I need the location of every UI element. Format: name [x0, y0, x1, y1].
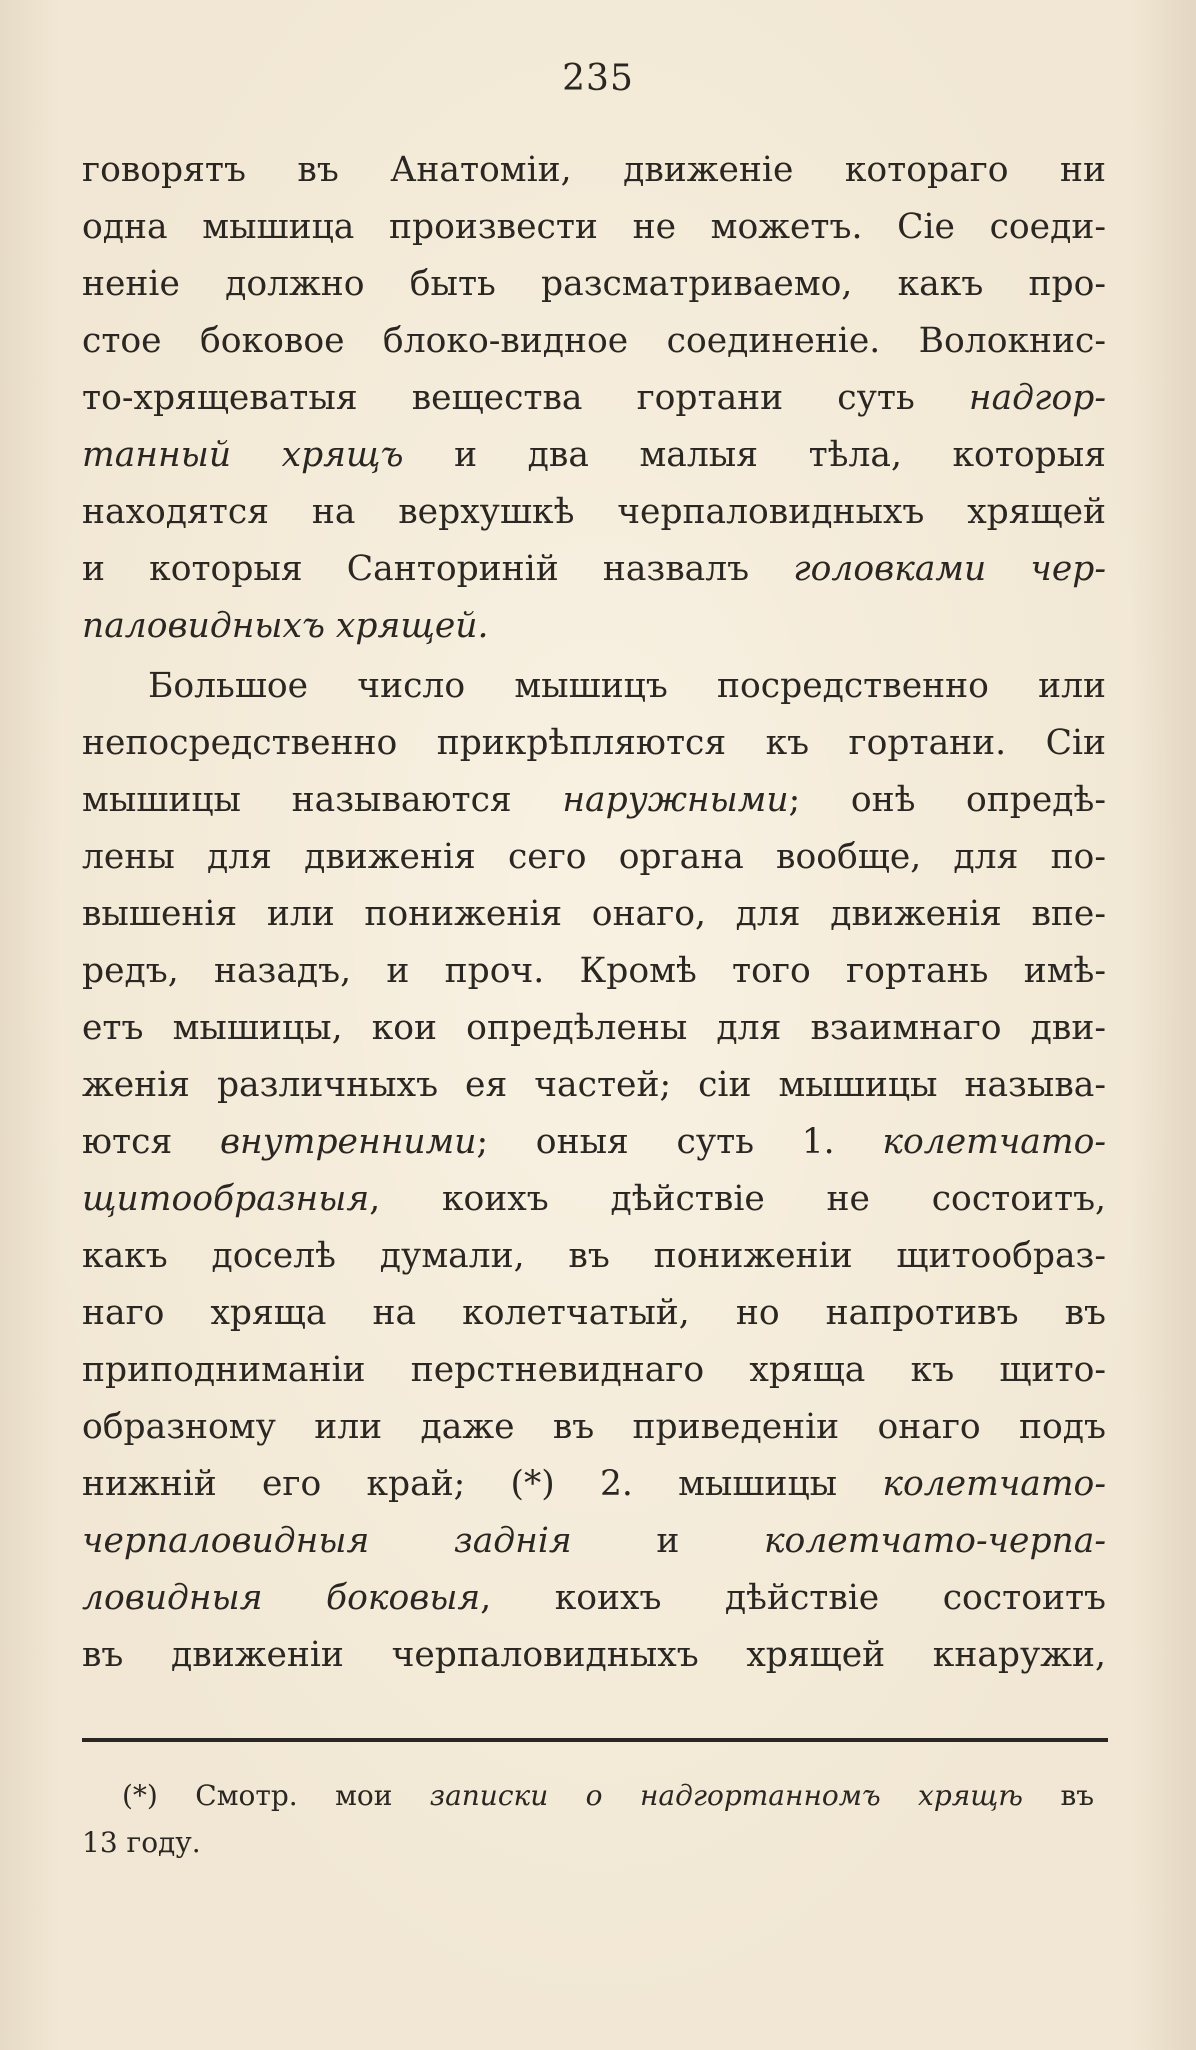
- text-line: непосредственно прикрѣпляются къ гортани. Сіи: [82, 723, 1106, 763]
- text-run: Смотр. мои: [195, 1779, 393, 1812]
- text-line: [82, 370, 1106, 427]
- text-line: [82, 1570, 1106, 1627]
- italic-term: танный хрящъ: [82, 435, 404, 475]
- text-line: одна мышица произвести не можетъ. Сіе соеди-: [82, 207, 1106, 247]
- italic-term: щитообразныя: [82, 1179, 370, 1219]
- text-line: стое боковое блоко-видное соединеніе. Волокнис-: [82, 321, 1106, 361]
- text-line: наго хряща на колетчатый, но напротивъ въ: [82, 1293, 1106, 1333]
- italic-term: колетчато-: [882, 1464, 1106, 1504]
- text-run: и два малыя тѣла, которыя: [454, 435, 1106, 475]
- text-run: , коихъ дѣйствіе состоитъ: [480, 1578, 1106, 1618]
- text-line: етъ мышицы, кои опредѣлены для взаимнаго дви-: [82, 1008, 1106, 1048]
- italic-term: колетчато-: [882, 1122, 1107, 1162]
- text-line: [82, 772, 1106, 829]
- text-line: [82, 1114, 1106, 1171]
- text-line: какъ доселѣ думали, въ пониженіи щитообраз-: [82, 1236, 1106, 1276]
- italic-term: наружными: [562, 780, 789, 820]
- text-line: говорятъ въ Анатоміи, движеніе котораго ни: [82, 150, 1106, 190]
- italic-term: колетчато-черпа-: [763, 1521, 1107, 1561]
- italic-term: надгор-: [968, 378, 1106, 418]
- text-run: то-хрящеватыя вещества гортани суть: [82, 378, 915, 418]
- text-run: , коихъ дѣйствіе не состоитъ,: [369, 1179, 1106, 1219]
- text-run: ются: [82, 1122, 173, 1162]
- page-number: 235: [562, 58, 634, 99]
- text-line: Большое число мышицъ посредственно или: [148, 666, 1106, 706]
- text-run: ; онѣ опредѣ-: [788, 780, 1106, 820]
- italic-term: ловидныя боковыя: [82, 1578, 481, 1618]
- text-line: [82, 1456, 1106, 1513]
- footnote-line: 13 году.: [82, 1826, 201, 1859]
- text-line: [82, 1513, 1106, 1570]
- text-line: образному или даже въ приведеніи онаго подъ: [82, 1407, 1106, 1447]
- paragraph-1: [82, 142, 1106, 655]
- italic-term: паловидныхъ хрящей.: [82, 606, 489, 646]
- footnote-line: [82, 1772, 1094, 1819]
- italic-term: головками чер-: [793, 549, 1106, 589]
- italic-term: внутренними: [219, 1122, 477, 1162]
- text-run: мышицы называются: [82, 780, 512, 820]
- paragraph-2: [82, 658, 1106, 1684]
- italic-term: записки о надгортанномъ хрящѣ: [429, 1779, 1024, 1812]
- text-line: [82, 1171, 1106, 1228]
- text-line: находятся на верхушкѣ черпаловидныхъ хрящей: [82, 492, 1106, 532]
- footnote-divider: [82, 1738, 1108, 1742]
- text-line: неніе должно быть разсматриваемо, какъ про-: [82, 264, 1106, 304]
- text-line: [82, 598, 1106, 655]
- footnote-mark: (*): [122, 1779, 158, 1812]
- text-run: въ: [1060, 1779, 1095, 1812]
- italic-term: черпаловидныя заднія: [82, 1521, 572, 1561]
- text-line: редъ, назадъ, и проч. Кромѣ того гортань имѣ-: [82, 951, 1106, 991]
- text-line: въ движеніи черпаловидныхъ хрящей кнаружи,: [82, 1635, 1106, 1675]
- text-line: вышенія или пониженія онаго, для движенія впе-: [82, 894, 1106, 934]
- text-line: лены для движенія сего органа вообще, для по-: [82, 837, 1106, 877]
- text-line: приподниманіи перстневиднаго хряща къ щито-: [82, 1350, 1106, 1390]
- text-run: ; оныя суть 1.: [476, 1122, 835, 1162]
- text-run: нижній его край; (*) 2. мышицы: [82, 1464, 838, 1504]
- text-line: [82, 541, 1106, 598]
- text-run: и которыя Санториній назвалъ: [82, 549, 750, 589]
- footnote: [82, 1772, 1094, 1866]
- text-line: женія различныхъ ея частей; сіи мышицы называ-: [82, 1065, 1106, 1105]
- text-line: [82, 427, 1106, 484]
- text-run: и: [656, 1521, 680, 1561]
